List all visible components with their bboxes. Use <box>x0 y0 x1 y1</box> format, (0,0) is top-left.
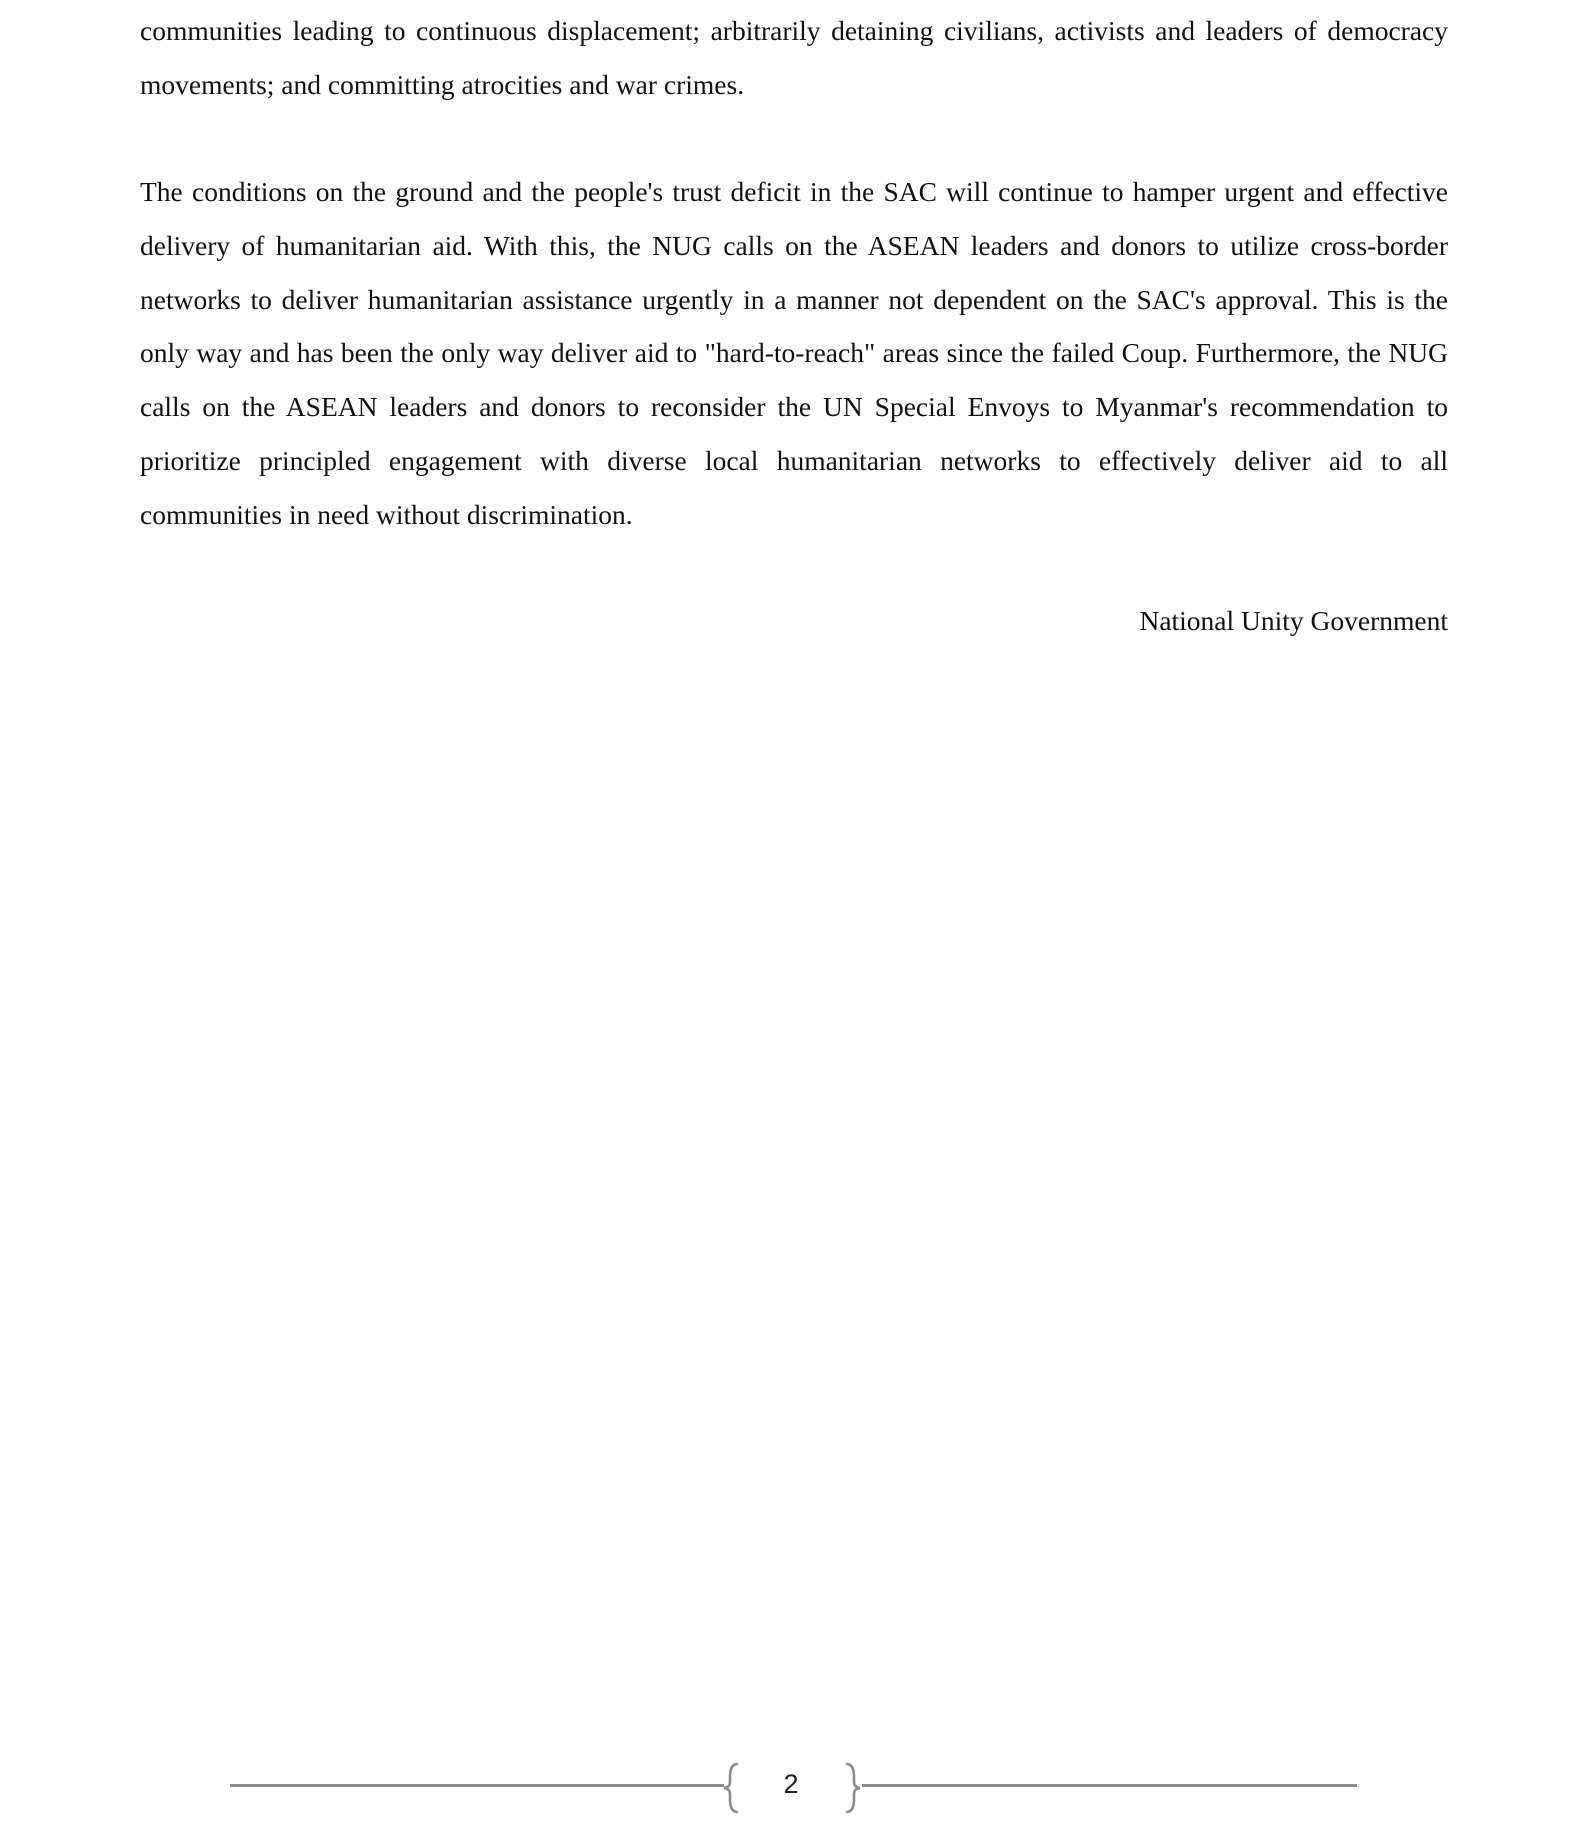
left-curly-brace-icon <box>722 1762 740 1814</box>
document-page <box>140 0 1448 1822</box>
body-paragraph-humanitarian-aid: The conditions on the ground and the people's trust deficit in the SAC will continue to hamper urgent and effective delivery of humanitarian aid. With this, the NUG calls on the ASEAN leaders and donors to utilize cross-border networks to deliver humanitarian assistance urgently in a manner not dependent on the SAC's approval. This is the only way and has been the only way deliver aid to "hard-to-reach" areas since the failed Coup. Furthermore, the NUG calls on the ASEAN leaders and donors to reconsider the UN Special Envoys to Myanmar's recommendation to prioritize principled engagement with diverse local humanitarian networks to effectively deliver aid to all communities in need without discrimination. <box>140 176 1448 530</box>
page-footer <box>0 1750 1582 1820</box>
right-curly-brace-icon <box>844 1762 862 1814</box>
footer-right-rule <box>862 1784 1357 1787</box>
page-number: 2 <box>783 1769 799 1799</box>
body-paragraph-continuation: communities leading to continuous displacement; arbitrarily detaining civilians, activists and leaders of democracy movements; and committing atrocities and war crimes. <box>140 15 1448 100</box>
signature-line: National Unity Government <box>1139 605 1448 636</box>
footer-left-rule <box>230 1784 724 1787</box>
